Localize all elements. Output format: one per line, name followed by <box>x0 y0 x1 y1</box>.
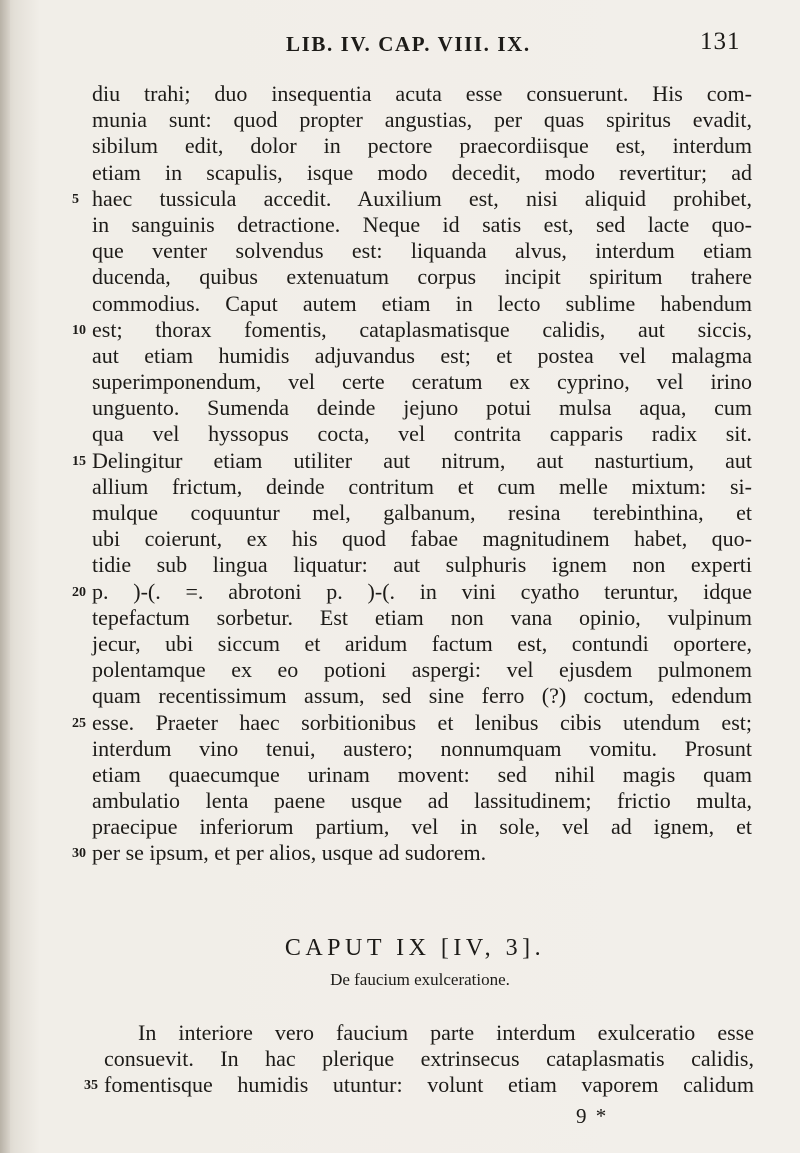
text-line <box>92 160 752 186</box>
line-text: consuevit. In hac plerique extrinsecus cataplasmatis calidis, <box>104 1046 754 1072</box>
line-text: que venter solvendus est: liquanda alvus, interdum etiam <box>92 238 752 264</box>
line-text: haec tussicula accedit. Auxilium est, nisi aliquid prohibet, <box>92 185 752 211</box>
text-line <box>104 1046 754 1072</box>
text-line <box>92 81 752 107</box>
text-line <box>92 762 752 788</box>
text-line <box>92 605 752 631</box>
text-line <box>72 578 752 605</box>
text-line <box>92 552 752 578</box>
line-number: 5 <box>72 191 79 207</box>
line-text: superimponendum, vel certe ceratum ex cyprino, vel irino <box>92 369 752 395</box>
line-text: tidie sub lingua liquatur: aut sulphuris ignem non experti <box>92 552 752 578</box>
text-line <box>92 291 752 317</box>
line-text: diu trahi; duo insequentia acuta esse consuerunt. His com- <box>92 81 752 106</box>
line-number: 30 <box>72 846 86 862</box>
line-text: esse. Praeter haec sorbitionibus et lenibus cibis utendum est; <box>92 709 752 735</box>
line-text: sibilum edit, dolor in pectore praecordiisque est, interdum <box>92 133 752 159</box>
line-text: tepefactum sorbetur. Est etiam non vana opinio, vulpinum <box>92 604 752 630</box>
line-text: quam recentissimum assum, sed sine ferro (?) coctum, edendum <box>92 683 752 709</box>
line-text: ubi coierunt, ex his quod fabae magnitudinem habet, quo- <box>92 526 752 552</box>
line-number: 35 <box>84 1078 98 1094</box>
line-number: 25 <box>72 715 86 731</box>
chapter-text-block <box>84 1020 754 1099</box>
text-line <box>72 709 752 736</box>
text-line <box>92 474 752 500</box>
line-text: polentamque ex eo potioni aspergi: vel ejusdem pulmonem <box>92 657 752 683</box>
text-line <box>92 657 752 683</box>
line-text: est; thorax fomentis, cataplasmatisque calidis, aut siccis, <box>92 316 752 342</box>
text-line <box>104 1020 754 1046</box>
page-header <box>0 28 800 62</box>
text-line <box>72 185 752 212</box>
chapter-title: CAPUT IX [IV, 3]. <box>284 935 546 961</box>
page-number: 131 <box>700 28 741 55</box>
signature-mark: 9 * <box>576 1104 609 1128</box>
text-line <box>92 788 752 814</box>
line-text: jecur, ubi siccum et aridum factum est, contundi oportere, <box>92 630 752 656</box>
text-line <box>92 683 752 709</box>
text-line <box>92 395 752 421</box>
text-line <box>92 343 752 369</box>
line-text: ducenda, quibus extenuatum corpus incipit spiritum trahere <box>92 264 752 290</box>
line-text: unguento. Sumenda deinde jejuno potui mulsa aqua, cum <box>92 395 752 421</box>
text-line <box>92 526 752 552</box>
text-line <box>92 369 752 395</box>
text-line <box>92 421 752 447</box>
line-number: 20 <box>72 584 86 600</box>
line-text: interdum vino tenui, austero; nonnumquam vomitu. Prosunt <box>92 735 752 761</box>
text-line <box>92 264 752 290</box>
line-text: qua vel hyssopus cocta, vel contrita capparis radix sit. <box>92 421 752 447</box>
line-text: p. )-(. =. abrotoni p. )-(. in vini cyatho teruntur, idque <box>92 578 752 604</box>
text-line <box>72 316 752 343</box>
running-head: LIB. IV. CAP. VIII. IX. <box>286 32 531 56</box>
text-line <box>92 107 752 133</box>
chapter-subtitle: De faucium exulceratione. <box>330 970 510 989</box>
line-text: aut etiam humidis adjuvandus est; et postea vel malagma <box>92 342 752 368</box>
line-text: allium frictum, deinde contritum et cum melle mixtum: si- <box>92 473 752 499</box>
line-text: In interiore vero faucium parte interdum exulceratio esse <box>138 1020 754 1045</box>
text-line <box>92 133 752 159</box>
text-line <box>92 814 752 840</box>
line-text: munia sunt: quod propter angustias, per quas spiritus evadit, <box>92 107 752 133</box>
line-text: praecipue inferiorum partium, vel in sole, vel ad ignem, et <box>92 814 752 840</box>
text-line <box>92 500 752 526</box>
text-line <box>92 212 752 238</box>
text-line <box>92 736 752 762</box>
text-line <box>84 1072 754 1098</box>
line-text: etiam in scapulis, isque modo decedit, modo revertitur; ad <box>92 159 752 185</box>
chapter-heading <box>0 935 800 962</box>
line-text: ambulatio lenta paene usque ad lassitudinem; frictio multa, <box>92 788 752 814</box>
text-line <box>92 631 752 657</box>
line-number: 10 <box>72 322 86 338</box>
text-line <box>72 447 752 474</box>
line-text: fomentisque humidis utuntur: volunt etiam vaporem calidum <box>104 1072 754 1098</box>
line-text: commodius. Caput autem etiam in lecto sublime habendum <box>92 290 752 316</box>
line-text: etiam quaecumque urinam movent: sed nihil magis quam <box>92 761 752 787</box>
line-text: Delingitur etiam utiliter aut nitrum, aut nasturtium, aut <box>92 447 752 473</box>
line-text: in sanguinis detractione. Neque id satis est, sed lacte quo- <box>92 211 752 237</box>
line-text: mulque coquuntur mel, galbanum, resina terebinthina, et <box>92 500 752 525</box>
main-text-block <box>72 81 752 867</box>
line-text: per se ipsum, et per alios, usque ad sudorem. <box>92 840 487 866</box>
text-line <box>72 840 752 866</box>
text-line <box>92 238 752 264</box>
line-number: 15 <box>72 453 86 469</box>
